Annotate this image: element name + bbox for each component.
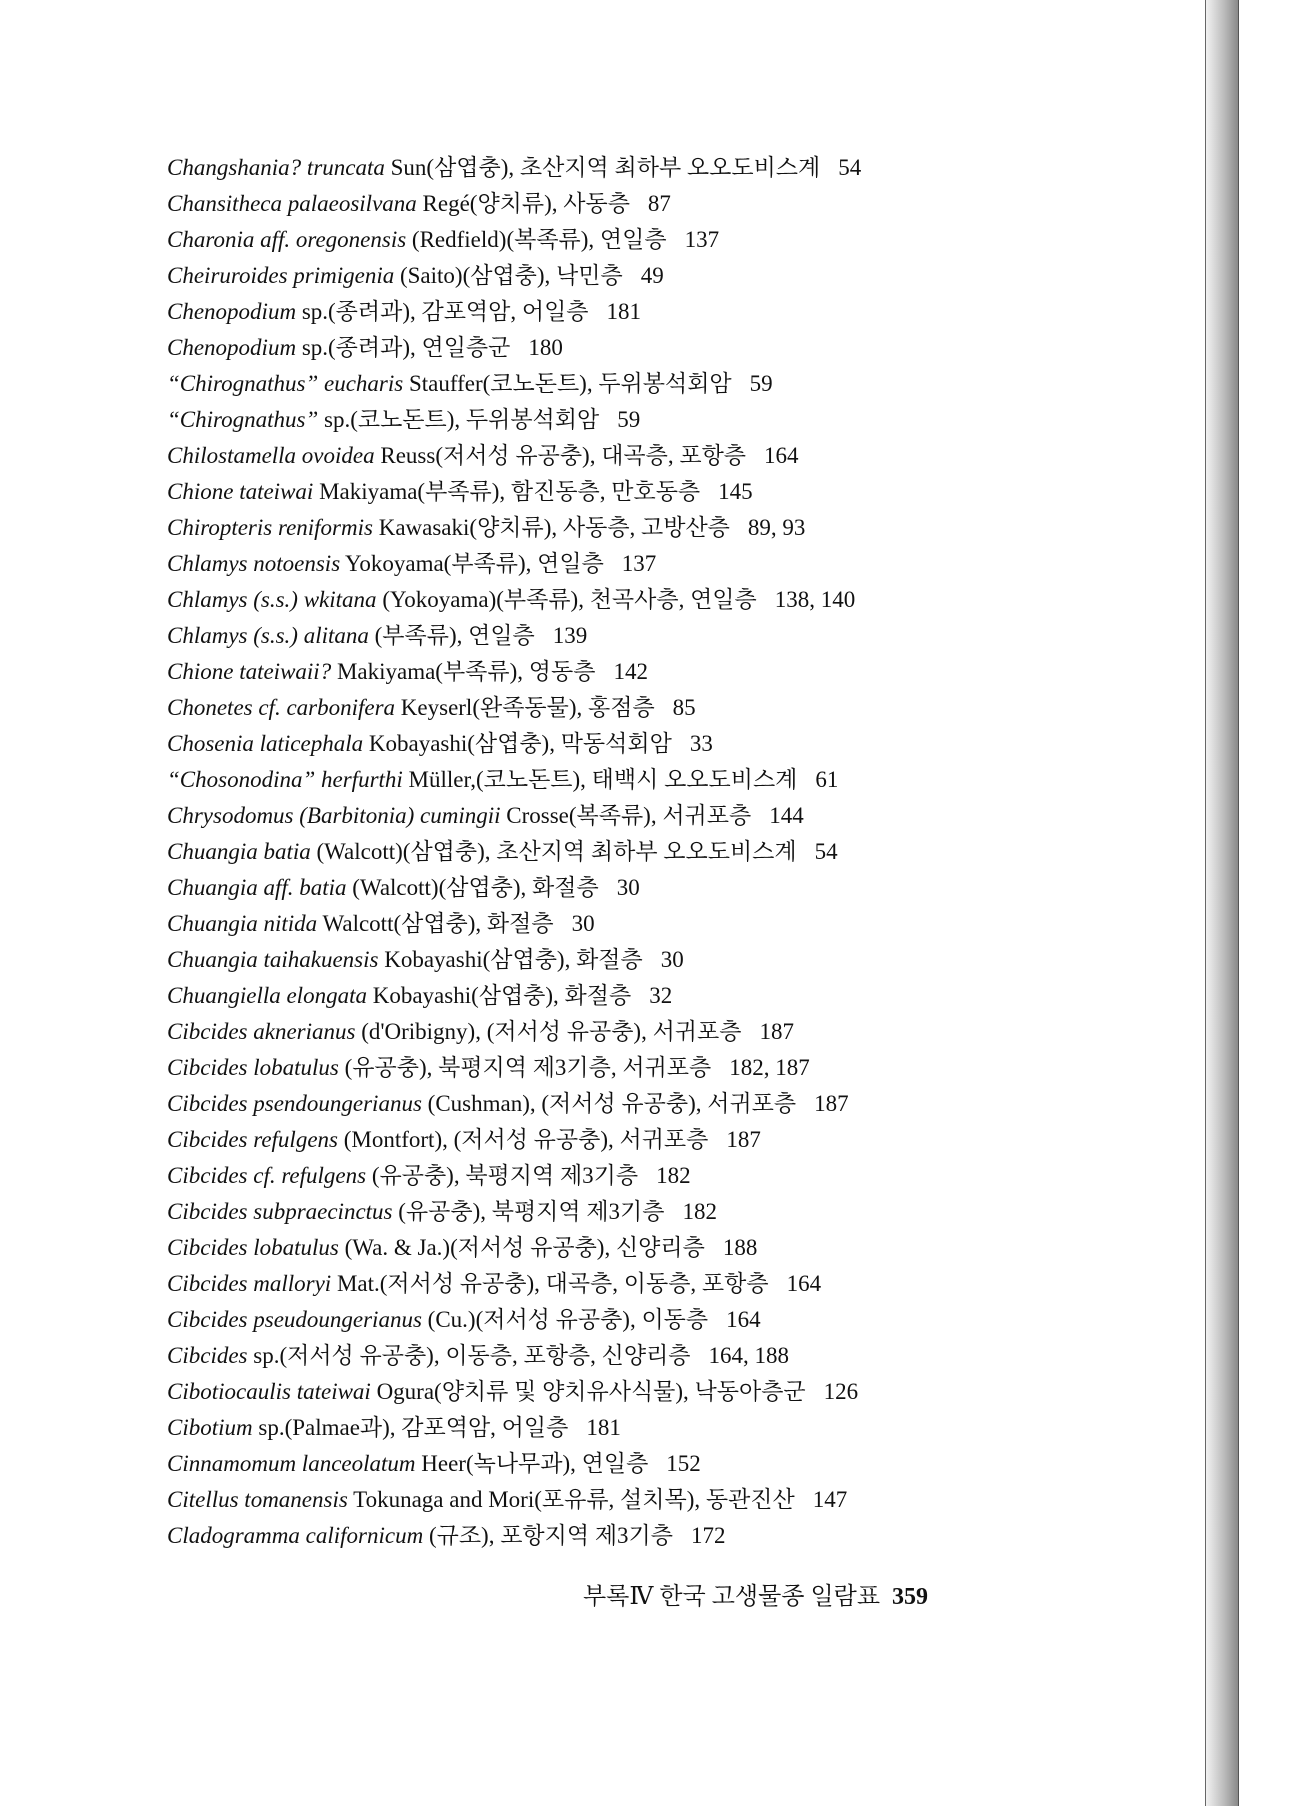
index-entry [167, 330, 1177, 366]
species-details: sp.(저서성 유공충), 이동층, 포항층, 신양리층 [253, 1343, 691, 1368]
index-entry [167, 834, 1177, 870]
species-name: Chenopodium [167, 335, 297, 360]
index-entry [167, 1230, 1177, 1266]
species-name: Chonetes cf. carbonifera [167, 695, 396, 720]
index-entry [167, 1374, 1177, 1410]
index-entry [167, 618, 1177, 654]
species-details: (유공충), 북평지역 제3기층 [398, 1199, 665, 1224]
species-details: Kobayashi(삼엽충), 화절층 [372, 983, 632, 1008]
species-name: Cinnamomum lanceolatum [167, 1451, 416, 1476]
species-name: Chiropteris reniformis [167, 515, 373, 540]
species-name: “Chosonodina” herfurthi [167, 767, 403, 792]
index-entry [167, 1482, 1177, 1518]
index-entry [167, 474, 1177, 510]
index-entry [167, 510, 1177, 546]
species-name: “Chirognathus” eucharis [167, 371, 404, 396]
species-details: Makiyama(부족류), 영동층 [336, 659, 596, 684]
species-details: (Redfield)(복족류), 연일층 [411, 227, 667, 252]
page-reference: 87 [647, 191, 671, 216]
species-name: “Chirognathus” [167, 407, 319, 432]
species-details: Sun(삼엽충), 초산지역 최하부 오오도비스계 [390, 155, 821, 180]
index-entry [167, 654, 1177, 690]
species-name: Chione tateiwai [167, 479, 314, 504]
index-entry [167, 438, 1177, 474]
index-entry [167, 1410, 1177, 1446]
species-details: (Cu.)(저서성 유공충), 이동층 [427, 1307, 709, 1332]
species-details: (규조), 포항지역 제3기층 [428, 1523, 673, 1548]
index-entry [167, 870, 1177, 906]
index-entry [167, 978, 1177, 1014]
species-name: Chione tateiwaii? [167, 659, 332, 684]
species-name: Cibcides malloryi [167, 1271, 332, 1296]
page-edge-shadow [1205, 0, 1239, 1806]
species-details: (Walcott)(삼엽충), 초산지역 최하부 오오도비스계 [316, 839, 797, 864]
index-entry [167, 1050, 1177, 1086]
species-name: Changshania? truncata [167, 155, 385, 180]
species-details: (Walcott)(삼엽충), 화절층 [352, 875, 599, 900]
index-entry [167, 1158, 1177, 1194]
index-entry [167, 1194, 1177, 1230]
index-entry [167, 366, 1177, 402]
index-entry [167, 1302, 1177, 1338]
species-index-list [167, 150, 1177, 1554]
species-name: Charonia aff. oregonensis [167, 227, 407, 252]
page-reference: 30 [660, 947, 684, 972]
species-name: Cladogramma californicum [167, 1523, 424, 1548]
page-reference: 187 [814, 1091, 849, 1116]
species-details: (Wa. & Ja.)(저서성 유공충), 신양리층 [344, 1235, 705, 1260]
species-name: Cheiruroides primigenia [167, 263, 395, 288]
index-entry [167, 1266, 1177, 1302]
species-name: Chosenia laticephala [167, 731, 364, 756]
index-entry [167, 222, 1177, 258]
index-entry [167, 1338, 1177, 1374]
species-details: Müller,(코노돈트), 태백시 오오도비스계 [408, 767, 798, 792]
species-details: sp.(종려과), 연일층군 [301, 335, 511, 360]
index-entry [167, 258, 1177, 294]
page-reference: 164 [786, 1271, 822, 1296]
index-entry [167, 294, 1177, 330]
index-entry [167, 582, 1177, 618]
page-reference: 89, 93 [747, 515, 806, 540]
page-reference: 144 [769, 803, 804, 828]
species-name: Cibcides psendoungerianus [167, 1091, 422, 1116]
index-entry [167, 942, 1177, 978]
index-entry [167, 186, 1177, 222]
page-reference: 187 [759, 1019, 794, 1044]
species-details: Kawasaki(양치류), 사동층, 고방산층 [378, 515, 730, 540]
index-entry [167, 1518, 1177, 1554]
page-reference: 182 [656, 1163, 691, 1188]
species-name: Chansitheca palaeosilvana [167, 191, 417, 216]
page-reference: 61 [815, 767, 839, 792]
species-name: Chlamys (s.s.) wkitana [167, 587, 377, 612]
species-details: (Cushman), (저서성 유공충), 서귀포층 [427, 1091, 797, 1116]
index-entry [167, 546, 1177, 582]
species-details: Mat.(저서성 유공충), 대곡층, 이동층, 포항층 [336, 1271, 769, 1296]
index-entry [167, 906, 1177, 942]
species-details: Stauffer(코노돈트), 두위봉석회암 [408, 371, 732, 396]
species-details: Kobayashi(삼엽충), 막동석회암 [368, 731, 672, 756]
species-details: sp.(코노돈트), 두위봉석회암 [324, 407, 600, 432]
index-entry [167, 1014, 1177, 1050]
page-reference: 180 [528, 335, 563, 360]
index-entry [167, 762, 1177, 798]
page-reference: 59 [749, 371, 773, 396]
page-reference: 59 [617, 407, 641, 432]
page-reference: 188 [722, 1235, 758, 1260]
species-details: (유공충), 북평지역 제3기층, 서귀포층 [344, 1055, 712, 1080]
species-name: Chuangia batia [167, 839, 311, 864]
species-name: Cibcides cf. refulgens [167, 1163, 367, 1188]
index-entry [167, 1122, 1177, 1158]
page-reference: 164 [764, 443, 799, 468]
species-details: Ogura(양치류 및 양치유사식물), 낙동아층군 [376, 1379, 806, 1404]
page-reference: 126 [823, 1379, 859, 1404]
species-details: sp.(Palmae과), 감포역암, 어일층 [258, 1415, 569, 1440]
species-details: Walcott(삼엽충), 화절층 [322, 911, 554, 936]
page-reference: 32 [649, 983, 673, 1008]
species-name: Chuangia taihakuensis [167, 947, 379, 972]
species-details: Tokunaga and Mori(포유류, 설치목), 동관진산 [353, 1487, 795, 1512]
index-entry [167, 150, 1177, 186]
species-name: Cibotium [167, 1415, 253, 1440]
page-reference: 181 [586, 1415, 621, 1440]
page-reference: 164, 188 [708, 1343, 790, 1368]
page-reference: 85 [672, 695, 696, 720]
species-name: Chlamys notoensis [167, 551, 341, 576]
species-name: Chuangiella elongata [167, 983, 367, 1008]
page-reference: 137 [684, 227, 720, 252]
index-entry [167, 1086, 1177, 1122]
species-name: Cibcides subpraecinctus [167, 1199, 393, 1224]
index-entry [167, 690, 1177, 726]
page-reference: 30 [616, 875, 640, 900]
page-reference: 142 [613, 659, 648, 684]
species-name: Cibcides refulgens [167, 1127, 338, 1152]
page-reference: 30 [571, 911, 595, 936]
page-reference: 164 [726, 1307, 761, 1332]
page-reference: 54 [838, 155, 862, 180]
species-details: (유공충), 북평지역 제3기층 [371, 1163, 639, 1188]
species-name: Cibcides lobatulus [167, 1235, 339, 1260]
page-footer [583, 1576, 928, 1611]
species-details: sp.(종려과), 감포역암, 어일층 [301, 299, 589, 324]
footer-section-title: 부록Ⅳ 한국 고생물종 일람표 [583, 1584, 880, 1610]
species-details: Crosse(복족류), 서귀포층 [506, 803, 752, 828]
species-details: (Saito)(삼엽충), 낙민층 [399, 263, 623, 288]
page-reference: 137 [621, 551, 657, 576]
species-details: (Yokoyama)(부족류), 천곡사층, 연일층 [382, 587, 757, 612]
species-details: (부족류), 연일층 [374, 623, 535, 648]
species-details: Yokoyama(부족류), 연일층 [345, 551, 604, 576]
species-details: Kobayashi(삼엽충), 화절층 [384, 947, 643, 972]
species-details: Regé(양치류), 사동층 [422, 191, 630, 216]
species-details: (d'Oribigny), (저서성 유공충), 서귀포층 [361, 1019, 742, 1044]
page-reference: 152 [666, 1451, 701, 1476]
species-name: Citellus tomanensis [167, 1487, 348, 1512]
page-reference: 54 [814, 839, 838, 864]
species-name: Chrysodomus (Barbitonia) cumingii [167, 803, 501, 828]
index-entry [167, 402, 1177, 438]
page-reference: 138, 140 [774, 587, 856, 612]
species-name: Cibcides [167, 1343, 248, 1368]
index-entry [167, 726, 1177, 762]
species-details: Makiyama(부족류), 함진동층, 만호동층 [319, 479, 701, 504]
species-name: Chlamys (s.s.) alitana [167, 623, 369, 648]
species-name: Cibcides aknerianus [167, 1019, 356, 1044]
page-reference: 181 [606, 299, 642, 324]
page-reference: 172 [690, 1523, 726, 1548]
species-details: Heer(녹나무과), 연일층 [421, 1451, 649, 1476]
page-reference: 33 [689, 731, 713, 756]
species-name: Chilostamella ovoidea [167, 443, 375, 468]
page-number: 359 [892, 1584, 928, 1610]
page-reference: 182 [682, 1199, 717, 1224]
species-name: Chuangia nitida [167, 911, 318, 936]
species-name: Chuangia aff. batia [167, 875, 347, 900]
page-reference: 187 [726, 1127, 761, 1152]
page-reference: 147 [812, 1487, 848, 1512]
species-details: Reuss(저서성 유공충), 대곡층, 포항층 [380, 443, 747, 468]
page-reference: 139 [552, 623, 588, 648]
species-details: (Montfort), (저서성 유공충), 서귀포층 [343, 1127, 709, 1152]
species-name: Chenopodium [167, 299, 297, 324]
page-reference: 182, 187 [729, 1055, 810, 1080]
page-reference: 145 [718, 479, 753, 504]
species-name: Cibotiocaulis tateiwai [167, 1379, 371, 1404]
index-entry [167, 798, 1177, 834]
species-name: Cibcides pseudoungerianus [167, 1307, 422, 1332]
index-entry [167, 1446, 1177, 1482]
species-details: Keyserl(완족동물), 홍점층 [400, 695, 655, 720]
species-name: Cibcides lobatulus [167, 1055, 339, 1080]
page-reference: 49 [640, 263, 664, 288]
